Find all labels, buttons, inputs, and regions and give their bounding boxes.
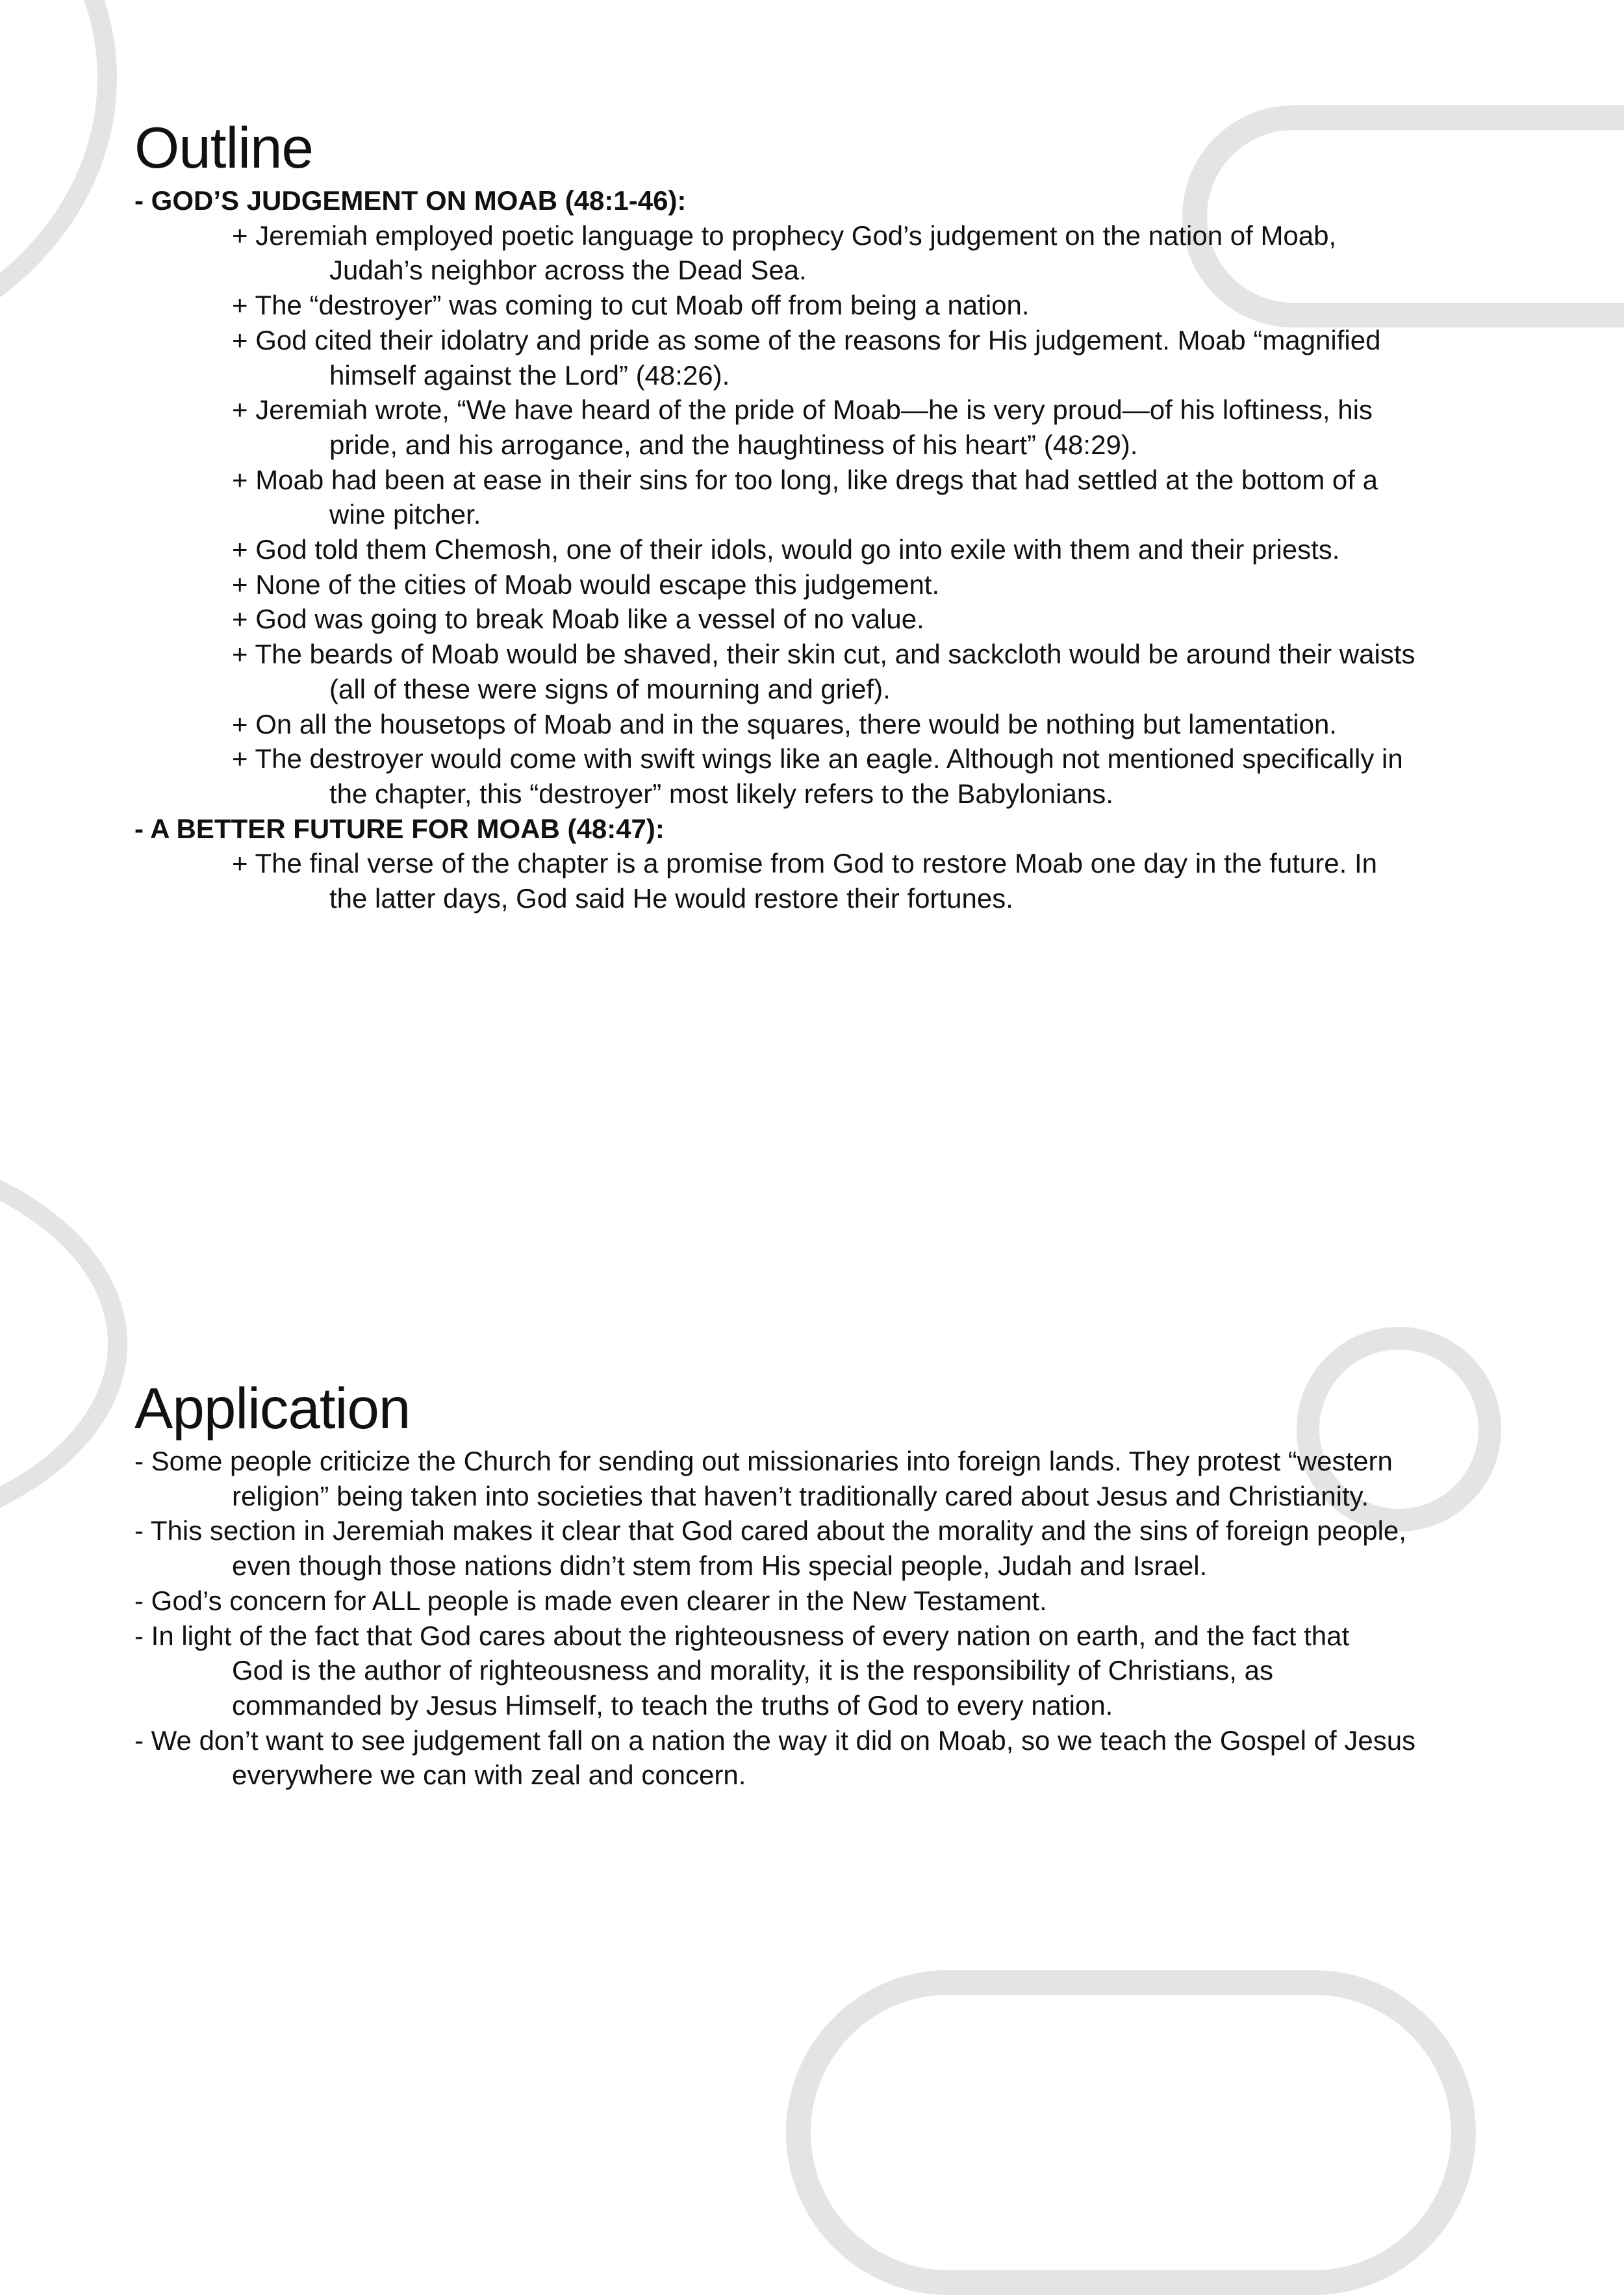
- outline-line: pride, and his arrogance, and the haughtiness of his heart” (48:29).: [329, 429, 1138, 460]
- outline-line: the latter days, God said He would restore their fortunes.: [329, 883, 1013, 914]
- outline-body: [134, 183, 1525, 916]
- outline-line: + The destroyer would come with swift wings like an eagle. Although not mentioned specifically in: [232, 743, 1403, 775]
- application-line: everywhere we can with zeal and concern.: [232, 1760, 746, 1791]
- application-line: commanded by Jesus Himself, to teach the truths of God to every nation.: [232, 1689, 1113, 1721]
- outline-line: (all of these were signs of mourning and grief).: [329, 673, 891, 704]
- outline-line: + On all the housetops of Moab and in the squares, there would be nothing but lamentation.: [232, 708, 1337, 739]
- outline-line: + The beards of Moab would be shaved, their skin cut, and sackcloth would be around their waists: [232, 639, 1415, 670]
- outline-line: + Jeremiah employed poetic language to prophecy God’s judgement on the nation of Moab,: [232, 220, 1337, 251]
- outline-line: + God was going to break Moab like a vessel of no value.: [232, 604, 924, 635]
- application-line: - Some people criticize the Church for sending out missionaries into foreign lands. They protest “western: [134, 1446, 1393, 1476]
- application-line: - God’s concern for ALL people is made even clearer in the New Testament.: [134, 1585, 1047, 1616]
- outline-line: - GOD’S JUDGEMENT ON MOAB (48:1-46):: [134, 185, 687, 216]
- application-line: God is the author of righteousness and morality, it is the responsibility of Christians, as: [232, 1655, 1273, 1686]
- application-section: [134, 1372, 1525, 1793]
- outline-line: wine pitcher.: [329, 499, 481, 530]
- decorative-arc-top-left: [0, 0, 117, 370]
- application-line: religion” being taken into societies that haven’t traditionally cared about Jesus and Christianity.: [232, 1480, 1369, 1511]
- outline-line: himself against the Lord” (48:26).: [329, 359, 730, 391]
- outline-line: + None of the cities of Moab would escape this judgement.: [232, 569, 940, 600]
- outline-line: + God told them Chemosh, one of their idols, would go into exile with them and their priests.: [232, 534, 1340, 565]
- outline-line: + God cited their idolatry and pride as some of the reasons for His judgement. Moab “magnified: [232, 324, 1381, 355]
- application-line: - This section in Jeremiah makes it clear that God cared about the morality and the sins of foreign people,: [134, 1515, 1406, 1546]
- application-heading: Application: [134, 1376, 411, 1441]
- decorative-pill-bottom: [786, 1970, 1476, 2295]
- outline-line: + Moab had been at ease in their sins for too long, like dregs that had settled at the bottom of a: [232, 464, 1378, 495]
- decorative-arc-mid-left: [0, 1136, 127, 1552]
- application-body: [134, 1444, 1525, 1793]
- application-line: even though those nations didn’t stem from His special people, Judah and Israel.: [232, 1550, 1208, 1582]
- outline-line: - A BETTER FUTURE FOR MOAB (48:47):: [134, 813, 665, 844]
- outline-line: + The final verse of the chapter is a promise from God to restore Moab one day in the future. In: [232, 848, 1377, 879]
- outline-section: [134, 112, 1525, 916]
- application-line: - In light of the fact that God cares about the righteousness of every nation on earth, and the fact that: [134, 1620, 1350, 1651]
- outline-line: Judah’s neighbor across the Dead Sea.: [329, 255, 807, 286]
- application-line: - We don’t want to see judgement fall on a nation the way it did on Moab, so we teach the Gospel of Jesus: [134, 1724, 1416, 1756]
- outline-line: + Jeremiah wrote, “We have heard of the pride of Moab—he is very proud—of his loftiness, his: [232, 394, 1373, 426]
- outline-line: + The “destroyer” was coming to cut Moab off from being a nation.: [232, 290, 1030, 321]
- outline-line: the chapter, this “destroyer” most likely refers to the Babylonians.: [329, 778, 1113, 809]
- outline-heading: Outline: [134, 115, 313, 180]
